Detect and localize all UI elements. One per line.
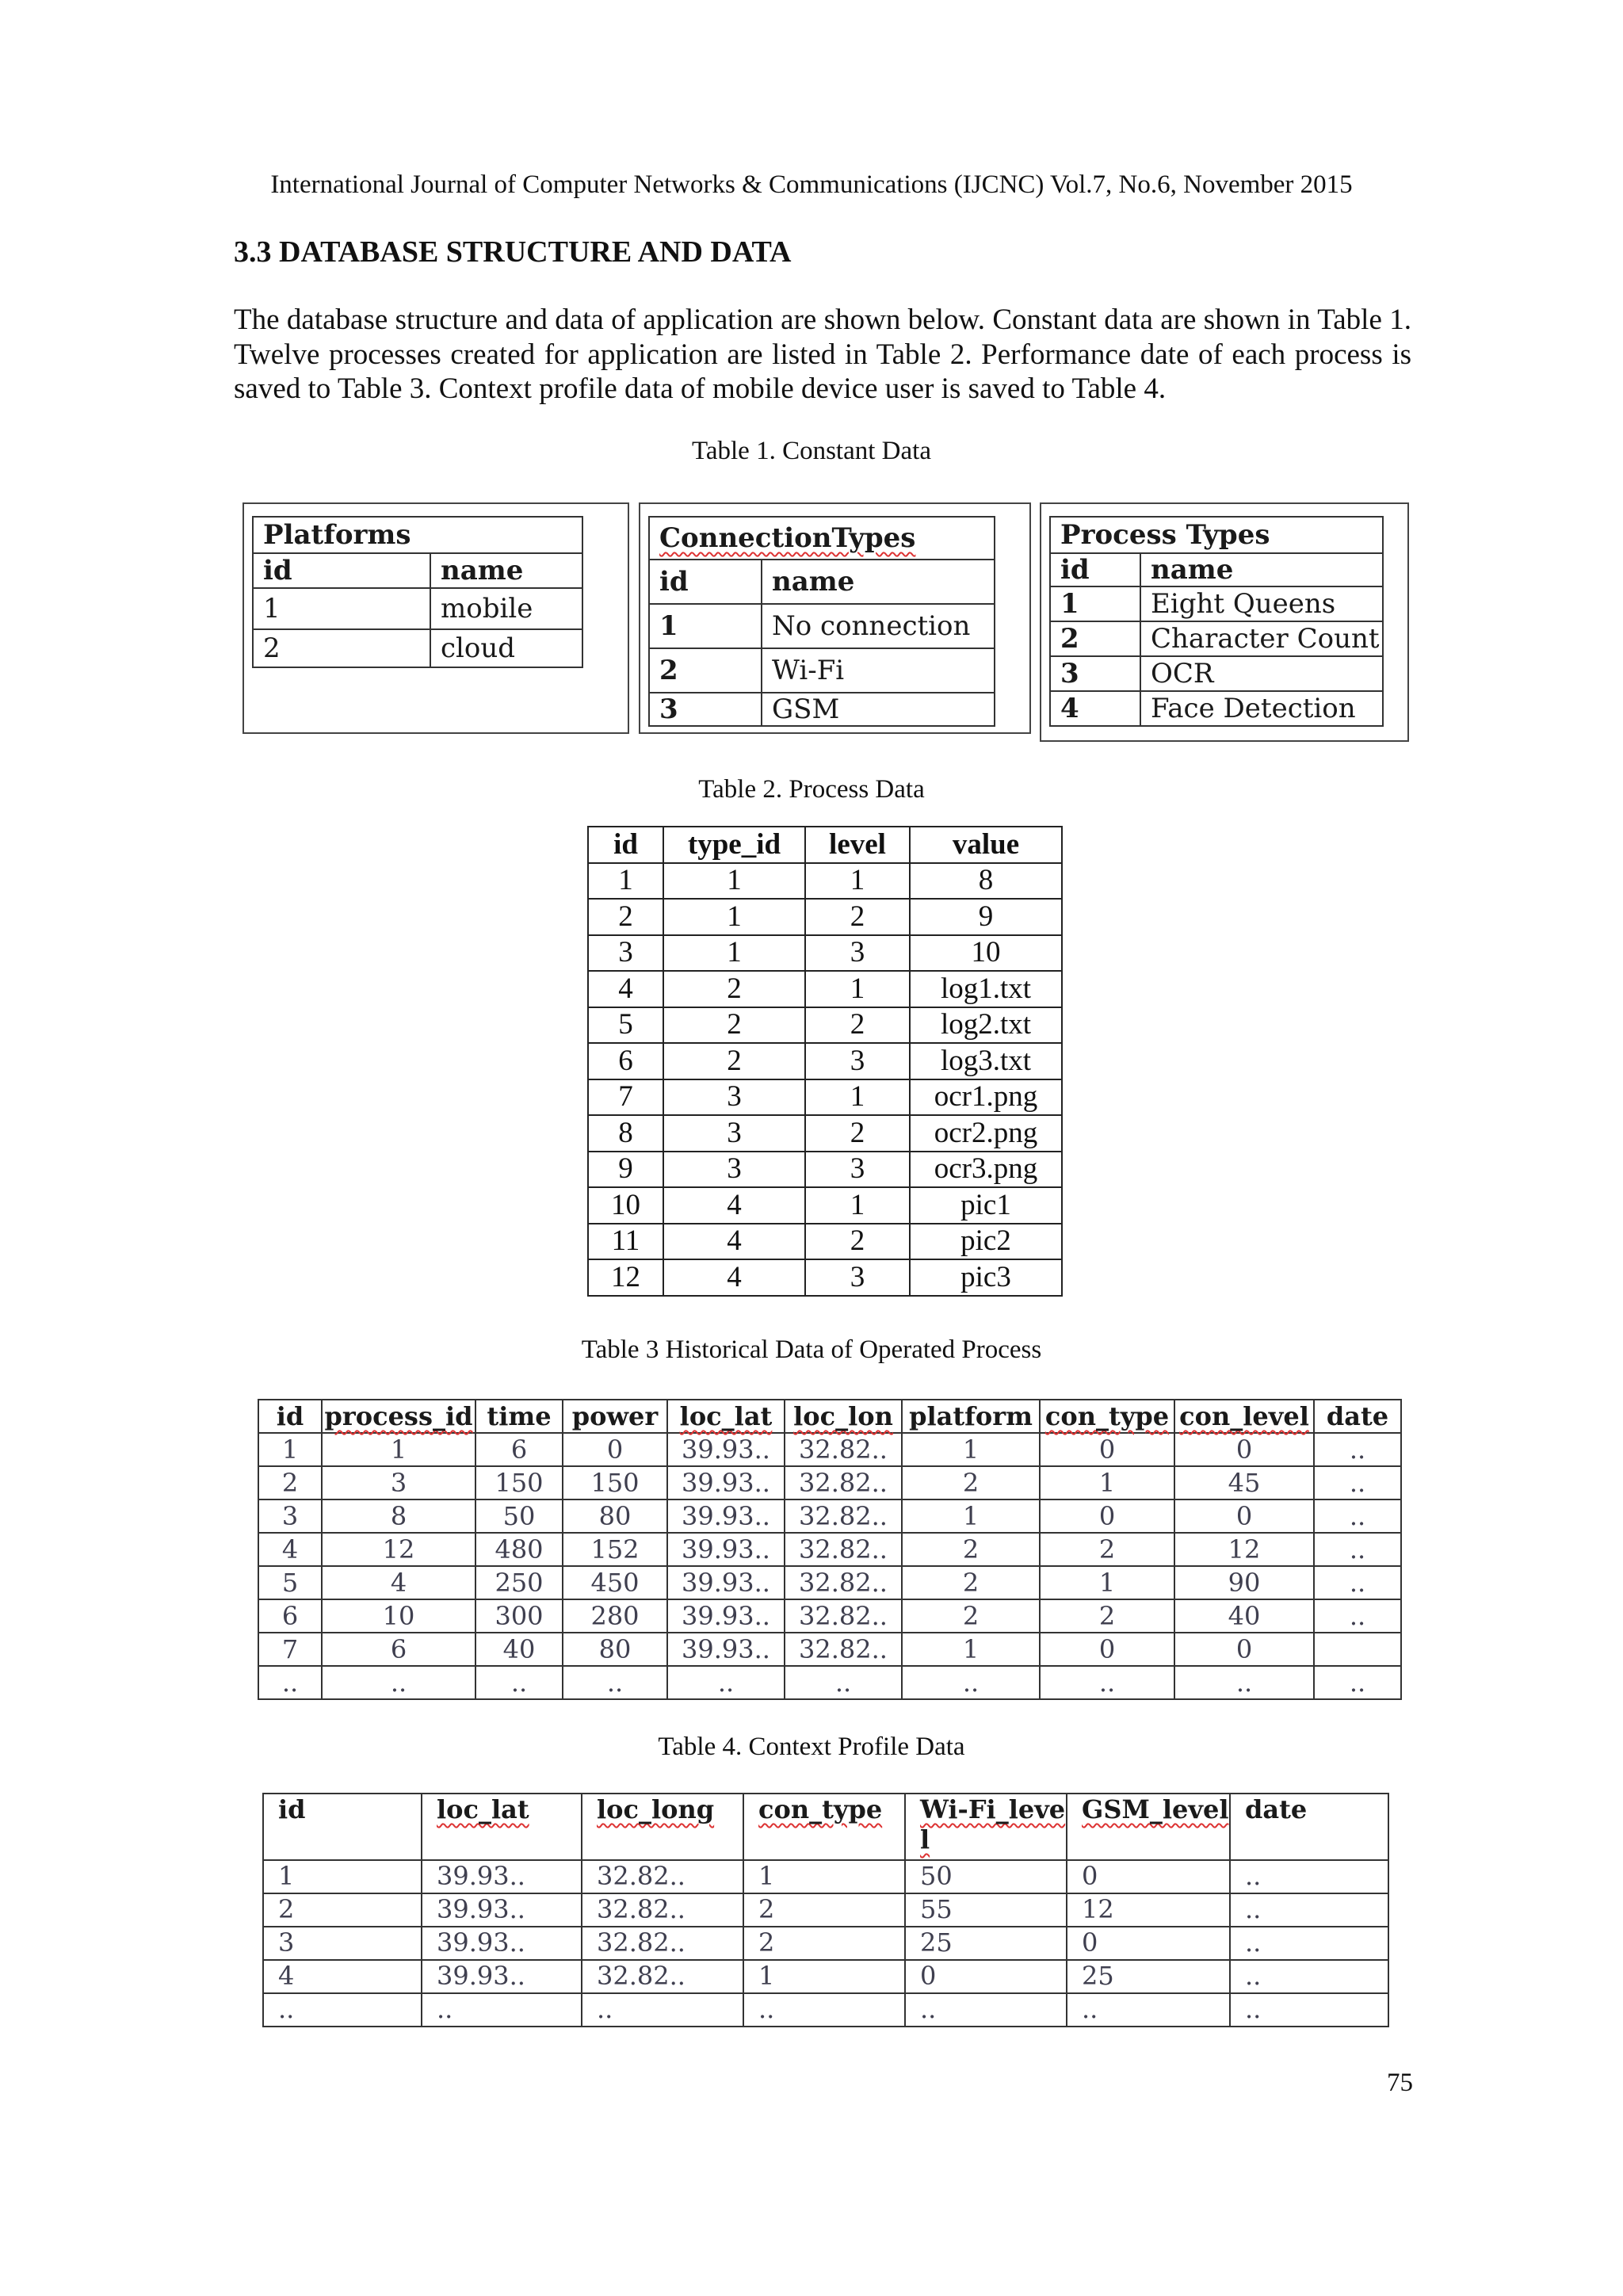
table-cell: 4 [663,1224,805,1260]
process-types-header-name: name [1140,553,1383,586]
table-cell: ocr1.png [910,1079,1062,1116]
column-header: id [258,1400,322,1433]
table-row [263,1993,1388,2027]
table-cell: 1 [743,1860,905,1893]
table-cell: 6 [258,1599,322,1633]
table-cell: .. [422,1993,582,2027]
table-row [258,1466,1401,1499]
table-row [1050,621,1383,656]
column-header: loc_lat [422,1794,582,1860]
platforms-panel [242,502,629,734]
table-cell: .. [1314,1533,1401,1566]
table-cell: 32.82.. [582,1960,743,1993]
table-cell: .. [475,1666,563,1699]
table-row [588,1152,1062,1188]
connection-types-title: ConnectionTypes [649,517,995,560]
table-cell: .. [905,1993,1067,2027]
table-cell: 9 [910,899,1062,935]
table-cell: 5 [258,1566,322,1599]
table-row [258,1533,1401,1566]
table-cell: 2 [1040,1599,1174,1633]
table-cell: log1.txt [910,971,1062,1007]
table-cell: 1 [663,863,805,900]
table-cell: 8 [322,1499,475,1533]
table-cell: 0 [1067,1860,1230,1893]
table-cell: 0 [905,1960,1067,1993]
table-cell: 2 [902,1599,1040,1633]
table-cell: 2 [663,971,805,1007]
table-cell: 32.82.. [785,1533,902,1566]
table-cell: 32.82.. [785,1433,902,1466]
table-cell: 0 [1040,1433,1174,1466]
process-types-panel [1040,502,1409,742]
table-cell: pic1 [910,1187,1062,1224]
table-row [588,899,1062,935]
process-types-cell: 2 [1050,621,1140,656]
table-cell: 4 [663,1187,805,1224]
table-row [588,1079,1062,1116]
connection-types-cell: 1 [649,604,762,648]
context-profile-table [262,1793,1389,2027]
table-cell: 39.93.. [667,1433,785,1466]
process-types-cell: Character Count [1140,621,1383,656]
table-cell: 3 [663,1079,805,1116]
table-row [588,1115,1062,1152]
table-cell: 150 [475,1466,563,1499]
table-row [1050,691,1383,726]
table-cell: .. [1314,1499,1401,1533]
table-cell: 1 [663,899,805,935]
table-cell: ocr3.png [910,1152,1062,1188]
table-cell: .. [1314,1599,1401,1633]
table-cell: 2 [902,1566,1040,1599]
table-cell: pic2 [910,1224,1062,1260]
connection-types-table [648,516,995,727]
table-row [263,1860,1388,1893]
column-header: value [910,827,1062,863]
platforms-cell: mobile [430,588,582,629]
table-cell: 1 [902,1433,1040,1466]
table-cell: 1 [322,1433,475,1466]
table-row [258,1599,1401,1633]
table-row [588,1007,1062,1044]
table-cell: 25 [1067,1960,1230,1993]
table-cell: ocr2.png [910,1115,1062,1152]
table-cell: 32.82.. [785,1499,902,1533]
table-cell: 2 [902,1466,1040,1499]
table-cell: 3 [663,1115,805,1152]
table-cell: 39.93.. [667,1599,785,1633]
table-cell: 2 [663,1007,805,1044]
table-cell: 3 [805,935,910,972]
table-header-row [263,1794,1388,1860]
table-cell: .. [1314,1666,1401,1699]
process-types-title: Process Types [1050,517,1383,553]
running-header: International Journal of Computer Networks & Communications (IJCNC) Vol.7, No.6, November 2015 [270,170,1353,199]
table-cell: 1 [805,1079,910,1116]
table-cell: 50 [475,1499,563,1533]
process-types-header-id: id [1050,553,1140,586]
table-cell: 25 [905,1927,1067,1960]
table-cell: 32.82.. [785,1599,902,1633]
table-cell: 2 [805,1224,910,1260]
table-cell: 150 [563,1466,667,1499]
table-cell: 39.93.. [667,1499,785,1533]
table-cell: 6 [588,1043,663,1079]
table-cell: 12 [1174,1533,1314,1566]
table-cell: 280 [563,1599,667,1633]
table-cell: .. [1314,1466,1401,1499]
platforms-header-name: name [430,553,582,588]
table-cell: .. [902,1666,1040,1699]
table-cell: 39.93.. [667,1633,785,1666]
table-cell: 1 [805,1187,910,1224]
column-header: loc_long [582,1794,743,1860]
table-cell: 4 [322,1566,475,1599]
table-cell: 39.93.. [667,1533,785,1566]
table-row [649,693,995,726]
table-cell: 2 [743,1927,905,1960]
table-cell: .. [582,1993,743,2027]
table-row [258,1433,1401,1466]
table-cell: 0 [1040,1499,1174,1533]
column-header: platform [902,1400,1040,1433]
table-cell: 3 [663,1152,805,1188]
table-cell: 0 [563,1433,667,1466]
table-row [258,1566,1401,1599]
column-header: level [805,827,910,863]
table-cell: .. [1230,1860,1388,1893]
table-cell: 2 [805,899,910,935]
table-cell: 12 [1067,1893,1230,1927]
table-row [588,1187,1062,1224]
table-cell: 1 [743,1960,905,1993]
table-cell: 2 [663,1043,805,1079]
process-types-cell: OCR [1140,656,1383,691]
table-header-row [258,1400,1401,1433]
table-cell: 39.93.. [667,1466,785,1499]
column-header: time [475,1400,563,1433]
column-header: con_level [1174,1400,1314,1433]
column-header: date [1230,1794,1388,1860]
table-cell: 10 [322,1599,475,1633]
table-cell: 32.82.. [785,1633,902,1666]
table-cell: 5 [588,1007,663,1044]
process-types-cell: 4 [1050,691,1140,726]
table-cell: 6 [322,1633,475,1666]
table-cell: log3.txt [910,1043,1062,1079]
table-cell: 39.93.. [422,1960,582,1993]
table-cell: 2 [588,899,663,935]
platforms-cell: 1 [253,588,430,629]
process-types-cell: Face Detection [1140,691,1383,726]
table-cell: 9 [588,1152,663,1188]
table-row [588,863,1062,900]
table-cell: .. [1040,1666,1174,1699]
table-cell: 1 [902,1633,1040,1666]
table-cell: 3 [263,1927,422,1960]
table-cell: 12 [588,1259,663,1296]
process-types-cell: 3 [1050,656,1140,691]
connection-types-header-name: name [762,560,995,604]
table-cell: 39.93.. [667,1566,785,1599]
table-cell: 32.82.. [785,1566,902,1599]
table-cell: 450 [563,1566,667,1599]
table-row [263,1893,1388,1927]
table-cell: 32.82.. [582,1927,743,1960]
table-row [649,648,995,693]
table-cell: 80 [563,1633,667,1666]
table-cell: 45 [1174,1466,1314,1499]
table-cell: .. [667,1666,785,1699]
page-number: 75 [1387,2069,1413,2097]
platforms-cell: 2 [253,629,430,667]
table-row [263,1927,1388,1960]
table-cell: 3 [805,1152,910,1188]
table-cell: 32.82.. [785,1466,902,1499]
table-cell: 3 [805,1259,910,1296]
table-row [588,935,1062,972]
column-header: loc_lon [785,1400,902,1433]
process-data-table [587,826,1063,1297]
column-header: Wi-Fi_level [905,1794,1067,1860]
table-cell: 39.93.. [422,1893,582,1927]
table-cell: .. [1314,1433,1401,1466]
table-cell: 3 [258,1499,322,1533]
table-cell: .. [1230,1993,1388,2027]
table-cell: 0 [1040,1633,1174,1666]
table-cell: 90 [1174,1566,1314,1599]
table-cell: .. [563,1666,667,1699]
table-cell: 1 [805,863,910,900]
table-row [1050,656,1383,691]
table-row [253,629,582,667]
table-cell: 7 [258,1633,322,1666]
table-cell: .. [1174,1666,1314,1699]
table-cell: 12 [322,1533,475,1566]
table-cell: 1 [902,1499,1040,1533]
table-cell: 8 [588,1115,663,1152]
table-row [649,604,995,648]
table-row [588,971,1062,1007]
table-cell: 1 [1040,1566,1174,1599]
table-cell: .. [258,1666,322,1699]
table-cell: 4 [263,1960,422,1993]
table-cell: 4 [258,1533,322,1566]
table-cell: 32.82.. [582,1893,743,1927]
table-cell: 55 [905,1893,1067,1927]
table-row [258,1666,1401,1699]
column-header: process_id [322,1400,475,1433]
table-cell: 1 [263,1860,422,1893]
table-cell: 2 [263,1893,422,1927]
column-header: id [588,827,663,863]
table-cell: 2 [743,1893,905,1927]
column-header: loc_lat [667,1400,785,1433]
table-row [588,1259,1062,1296]
table-cell: .. [1067,1993,1230,2027]
table-cell: 1 [663,935,805,972]
table-cell: .. [785,1666,902,1699]
table-cell: 1 [805,971,910,1007]
table-cell: .. [263,1993,422,2027]
table-cell: 3 [805,1043,910,1079]
process-types-cell: 1 [1050,586,1140,621]
platforms-title: Platforms [253,517,582,553]
table-cell: 80 [563,1499,667,1533]
table-row [253,588,582,629]
table4-caption: Table 4. Context Profile Data [658,1733,965,1761]
process-types-cell: Eight Queens [1140,586,1383,621]
table-row [258,1633,1401,1666]
table-row [258,1499,1401,1533]
table-cell: 2 [258,1466,322,1499]
table-cell: 250 [475,1566,563,1599]
table-cell: .. [743,1993,905,2027]
table2-caption: Table 2. Process Data [698,775,925,804]
table-cell: 1 [588,863,663,900]
connection-types-panel [639,502,1031,734]
table-cell: pic3 [910,1259,1062,1296]
connection-types-cell: Wi-Fi [762,648,995,693]
table-cell: 4 [663,1259,805,1296]
connection-types-cell: 3 [649,693,762,726]
table-row [588,1224,1062,1260]
table-cell: 39.93.. [422,1927,582,1960]
table-cell: .. [1230,1960,1388,1993]
table-row [263,1960,1388,1993]
table-cell: 2 [805,1007,910,1044]
connection-types-cell: 2 [649,648,762,693]
table-cell: 0 [1174,1499,1314,1533]
column-header: id [263,1794,422,1860]
table-row [588,1043,1062,1079]
connection-types-header-id: id [649,560,762,604]
table-header-row [588,827,1062,863]
intro-paragraph: The database structure and data of application are shown below. Constant data are shown in Table 1. Twelve processes created for application are listed in Table 2. Performance date of each process is saved to Table 3. Context profile data of mobile device user is saved to Table 4. [234,304,1411,405]
connection-types-cell: No connection [762,604,995,648]
platforms-header-id: id [253,553,430,588]
table-cell: 3 [588,935,663,972]
table3-caption: Table 3 Historical Data of Operated Process [581,1335,1042,1364]
column-header: type_id [663,827,805,863]
table-cell: 0 [1174,1433,1314,1466]
table-cell: 2 [805,1115,910,1152]
table1-caption: Table 1. Constant Data [692,437,931,465]
table-cell: .. [1230,1927,1388,1960]
table-cell: 2 [902,1533,1040,1566]
process-types-table [1049,516,1384,727]
table-cell: .. [1230,1893,1388,1927]
column-header: con_type [1040,1400,1174,1433]
table-cell: log2.txt [910,1007,1062,1044]
historical-data-table [258,1399,1402,1700]
table-cell [1314,1633,1401,1666]
table-cell: 1 [1040,1466,1174,1499]
column-header: GSM_level [1067,1794,1230,1860]
table-cell: 300 [475,1599,563,1633]
table-cell: 7 [588,1079,663,1116]
table-cell: 152 [563,1533,667,1566]
table-cell: 480 [475,1533,563,1566]
table-cell: 10 [910,935,1062,972]
table-cell: .. [322,1666,475,1699]
column-header: power [563,1400,667,1433]
table-cell: 32.82.. [582,1860,743,1893]
column-header: con_type [743,1794,905,1860]
table-cell: 0 [1067,1927,1230,1960]
table-row [1050,586,1383,621]
table-cell: 39.93.. [422,1860,582,1893]
table-cell: 3 [322,1466,475,1499]
table-cell: .. [1314,1566,1401,1599]
table-cell: 0 [1174,1633,1314,1666]
table-cell: 50 [905,1860,1067,1893]
platforms-cell: cloud [430,629,582,667]
table-cell: 40 [475,1633,563,1666]
section-heading: 3.3 DATABASE STRUCTURE AND DATA [234,235,792,269]
table-cell: 4 [588,971,663,1007]
table-cell: 8 [910,863,1062,900]
connection-types-cell: GSM [762,693,995,726]
table-cell: 10 [588,1187,663,1224]
table-cell: 11 [588,1224,663,1260]
table-cell: 1 [258,1433,322,1466]
platforms-table [252,516,583,668]
table-cell: 2 [1040,1533,1174,1566]
column-header: date [1314,1400,1401,1433]
table-cell: 6 [475,1433,563,1466]
table-cell: 40 [1174,1599,1314,1633]
